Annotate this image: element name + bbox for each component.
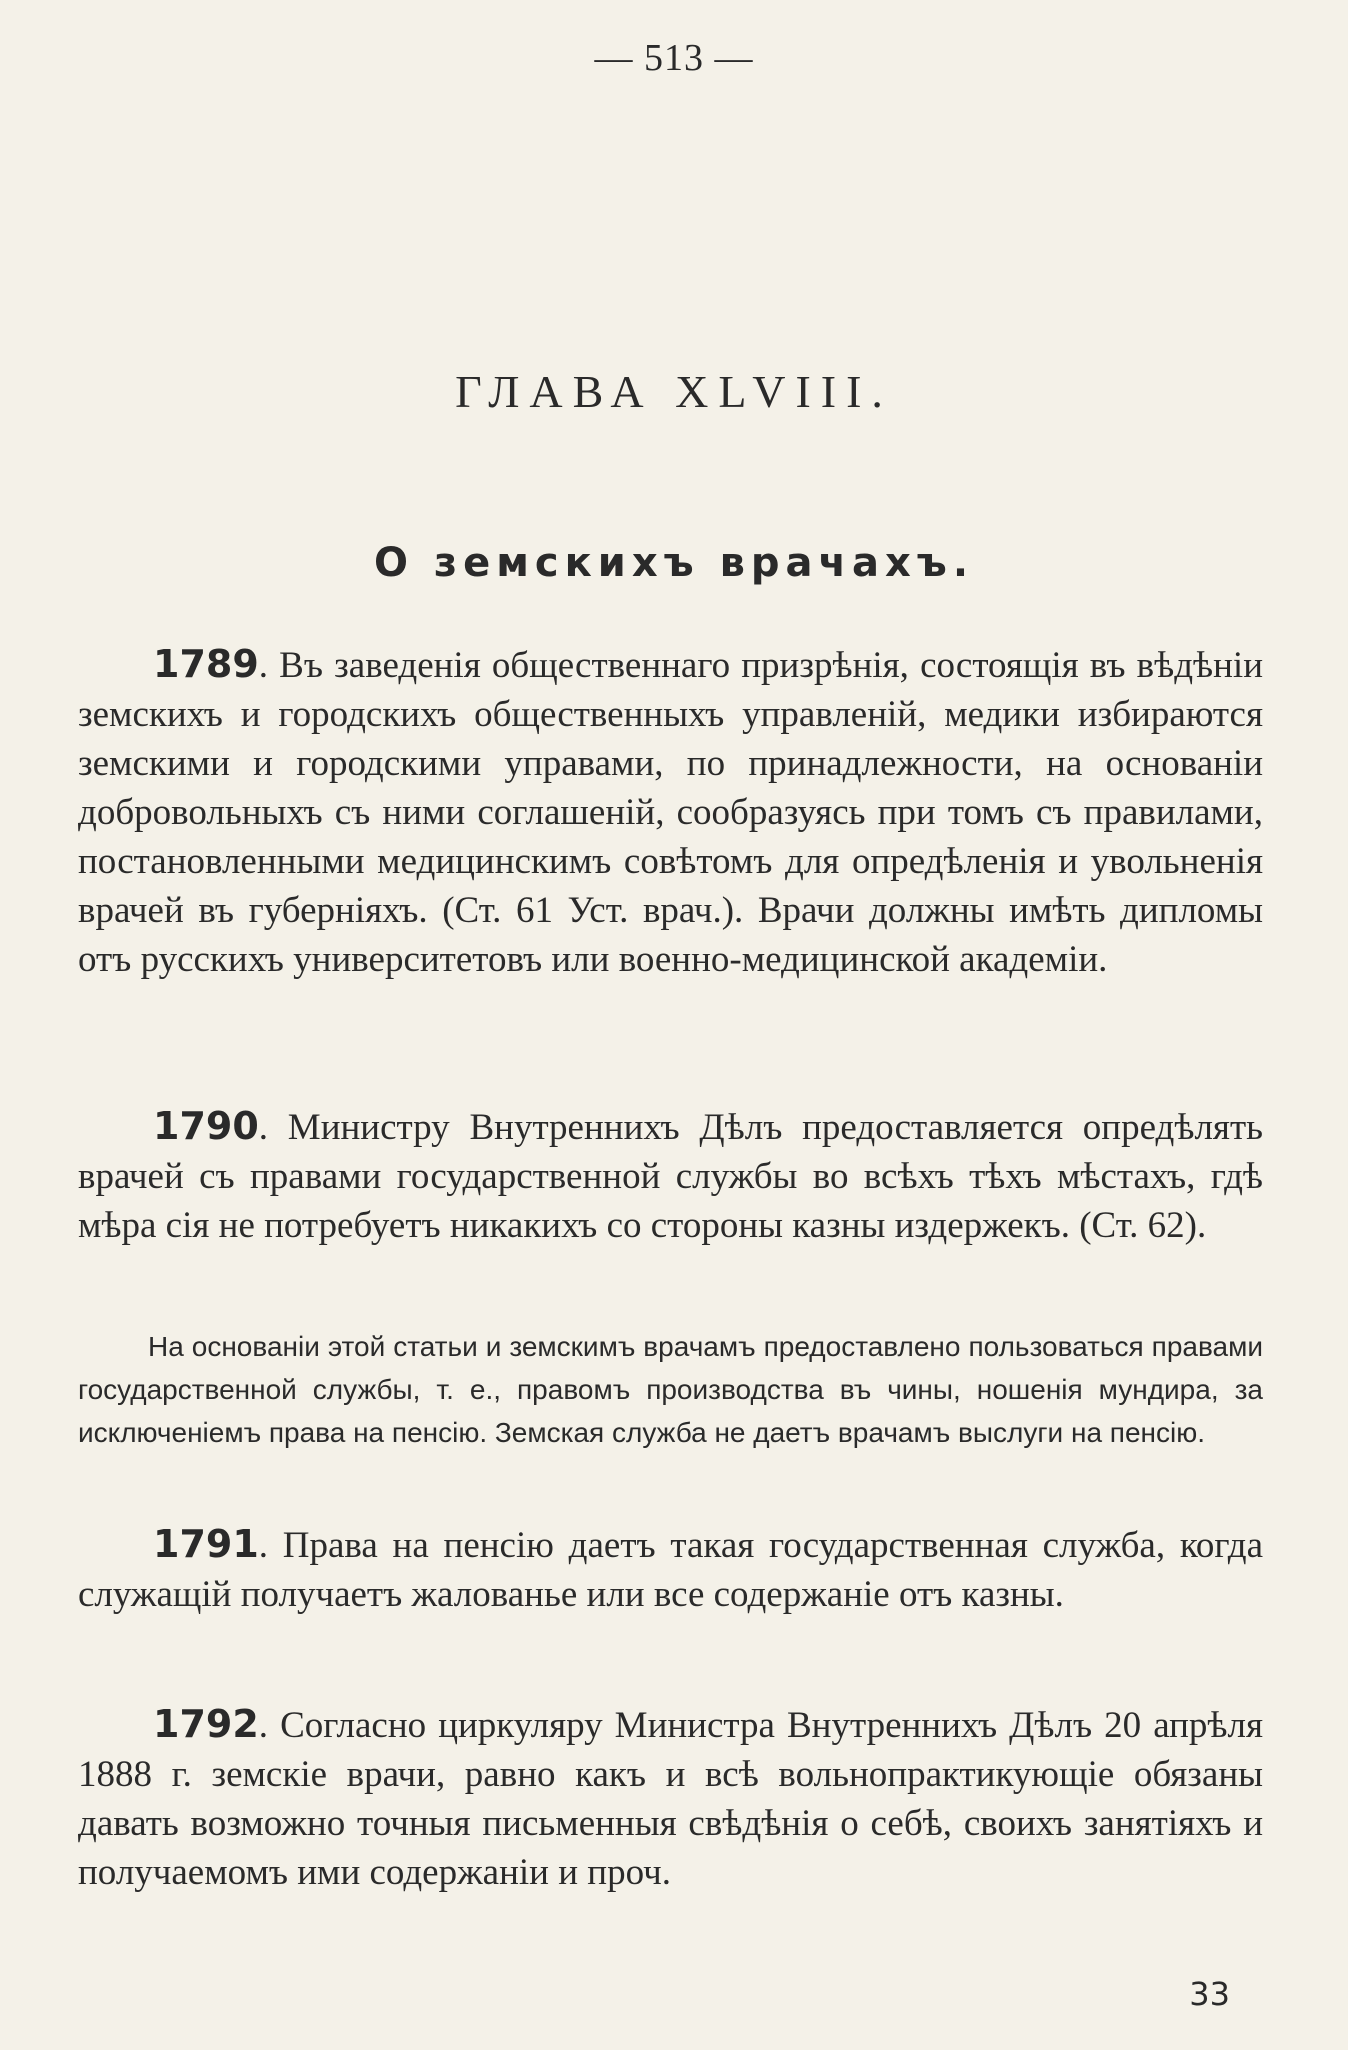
article-1790: [78, 1102, 1263, 1250]
sheet-number: 33: [1189, 1975, 1230, 2013]
article-note: [78, 1325, 1263, 1454]
article-text: . Согласно циркуляру Министра Внутреннихъ Дѣлъ 20 апрѣля 1888 г. земскіе врачи, равно какъ и всѣ вольнопрактикующіе обязаны давать возможно точныя письменныя свѣдѣнія о себѣ, своихъ занятіяхъ и получаемомъ ими содержаніи и проч.: [78, 1705, 1263, 1893]
article-number: 1790: [153, 1104, 259, 1148]
article-1792: [78, 1700, 1263, 1897]
article-number: 1789: [153, 642, 259, 686]
chapter-subtitle: О земскихъ врачахъ.: [373, 540, 975, 586]
article-text: . Министру Внутреннихъ Дѣлъ предоставляется опредѣлять врачей съ правами государственной службы во всѣхъ тѣхъ мѣстахъ, гдѣ мѣра сія не потребуетъ никакихъ со стороны казны издержекъ. (Ст. 62).: [78, 1107, 1263, 1246]
article-number: 1792: [153, 1702, 259, 1746]
note-text: На основаніи этой статьи и земскимъ врачамъ предоставлено пользоваться правами государственной службы, т. е., правомъ производства въ чины, ношенія мундира, за исключеніемъ права на пенсію. Земская служба не даетъ врачамъ выслуги на пенсію.: [78, 1331, 1263, 1448]
article-1789: [78, 640, 1263, 984]
article-1791: [78, 1520, 1263, 1619]
page-number: — 513 —: [594, 37, 754, 79]
article-text: . Права на пенсію даетъ такая государственная служба, когда служащій получаетъ жалованье или все содержаніе отъ казны.: [78, 1525, 1263, 1615]
article-number: 1791: [153, 1522, 259, 1566]
article-text: . Въ заведенія общественнаго призрѣнія, состоящія въ вѣдѣніи земскихъ и городскихъ общественныхъ управленій, медики избираются земскими и городскими управами, по принадлежности, на основаніи добровольныхъ съ ними соглашеній, сообразуясь при томъ съ правилами, постановленными медицинскимъ совѣтомъ для опредѣленія и увольненія врачей въ губерніяхъ. (Ст. 61 Уст. врач.). Врачи должны имѣть дипломы отъ русскихъ университетовъ или военно-медицинской академіи.: [78, 645, 1263, 980]
chapter-title: ГЛАВА XLVIII.: [455, 366, 893, 417]
